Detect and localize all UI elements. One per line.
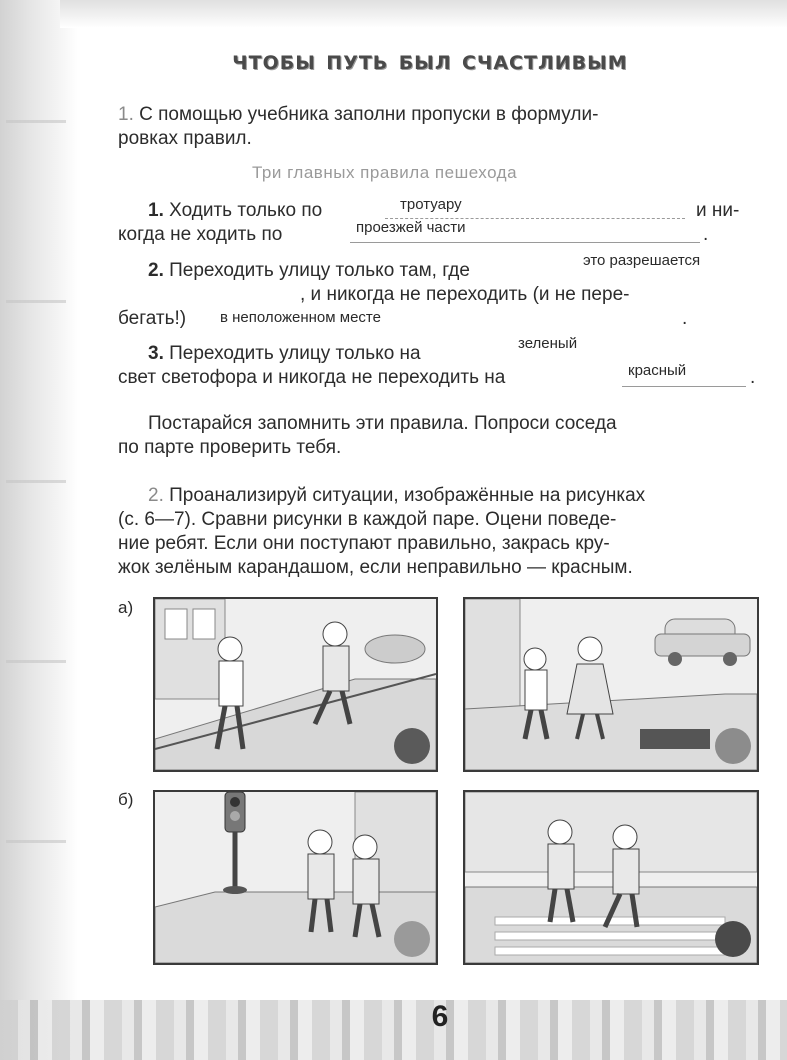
rule3-end: . [750, 367, 756, 388]
rule2-line2: , и никогда не переходить (и не пере- [300, 284, 630, 305]
rule1-line1: 1. Ходить только по [148, 200, 323, 221]
rule3-answer1[interactable]: зеленый [518, 335, 578, 352]
row-a-label: а) [118, 598, 134, 617]
remember-line2: по парте проверить тебя. [118, 437, 342, 458]
rule1-line2: когда не ходить по [118, 224, 283, 245]
street-scene-illustration [465, 792, 757, 963]
row-b-label: б) [118, 790, 134, 809]
rule2-line3: бегать!) [118, 308, 187, 329]
rule3-line1: 3. Переходить улицу только на [148, 343, 421, 364]
page-number: 6 [431, 1000, 449, 1033]
rules-subheading: Три главных правила пешехода [252, 163, 518, 182]
task2-line3: ние ребят. Если они поступают правильно, закрась кру- [118, 533, 610, 554]
picture-a-right [463, 597, 759, 772]
answer-circle[interactable] [715, 921, 751, 957]
rule1-answer2[interactable]: проезжей части [356, 219, 466, 236]
picture-a-left [153, 597, 438, 772]
rule2-answer1[interactable]: это разрешается [583, 252, 701, 269]
rule1-line1-end: и ни- [696, 200, 740, 221]
left-border-decoration [0, 0, 78, 1060]
task1-intro-line2: ровках правил. [118, 128, 252, 149]
bottom-border-decoration [0, 1000, 787, 1060]
rule2-end: . [682, 308, 688, 329]
picture-b-left [153, 790, 438, 965]
rule2-line1: 2. Переходить улицу только там, где [148, 260, 470, 281]
rule1-blank2 [350, 242, 700, 243]
task2-number: 2. [148, 485, 164, 506]
task2-line2: (с. 6—7). Сравни рисунки в каждой паре. Оцени поведе- [118, 509, 617, 530]
answer-circle[interactable] [715, 728, 751, 764]
task2-line4: жок зелёным карандашом, если неправильно — красным. [118, 557, 633, 578]
rule3-line2: свет светофора и никогда не переходить на [118, 367, 506, 388]
task2-line1: 2. Проанализируй ситуации, изображённые на рисунках [148, 485, 646, 506]
task1-number: 1. [118, 104, 134, 125]
page-title: чтобы путь был счастливым [232, 45, 628, 76]
rule2-answer2[interactable]: в неположенном месте [220, 309, 381, 326]
rule3-answer2[interactable]: красный [628, 362, 687, 379]
task1-intro-line1: 1. С помощью учебника заполни пропуски в формули- [118, 104, 599, 125]
rule1-answer1[interactable]: тротуару [400, 196, 462, 213]
top-border-decoration [60, 0, 787, 28]
answer-circle[interactable] [394, 728, 430, 764]
rule1-end: . [703, 224, 709, 245]
remember-line1: Постарайся запомнить эти правила. Попроси соседа [148, 413, 617, 434]
answer-circle[interactable] [394, 921, 430, 957]
rule3-blank2 [622, 386, 746, 387]
street-scene-illustration [465, 599, 757, 770]
picture-b-right [463, 790, 759, 965]
